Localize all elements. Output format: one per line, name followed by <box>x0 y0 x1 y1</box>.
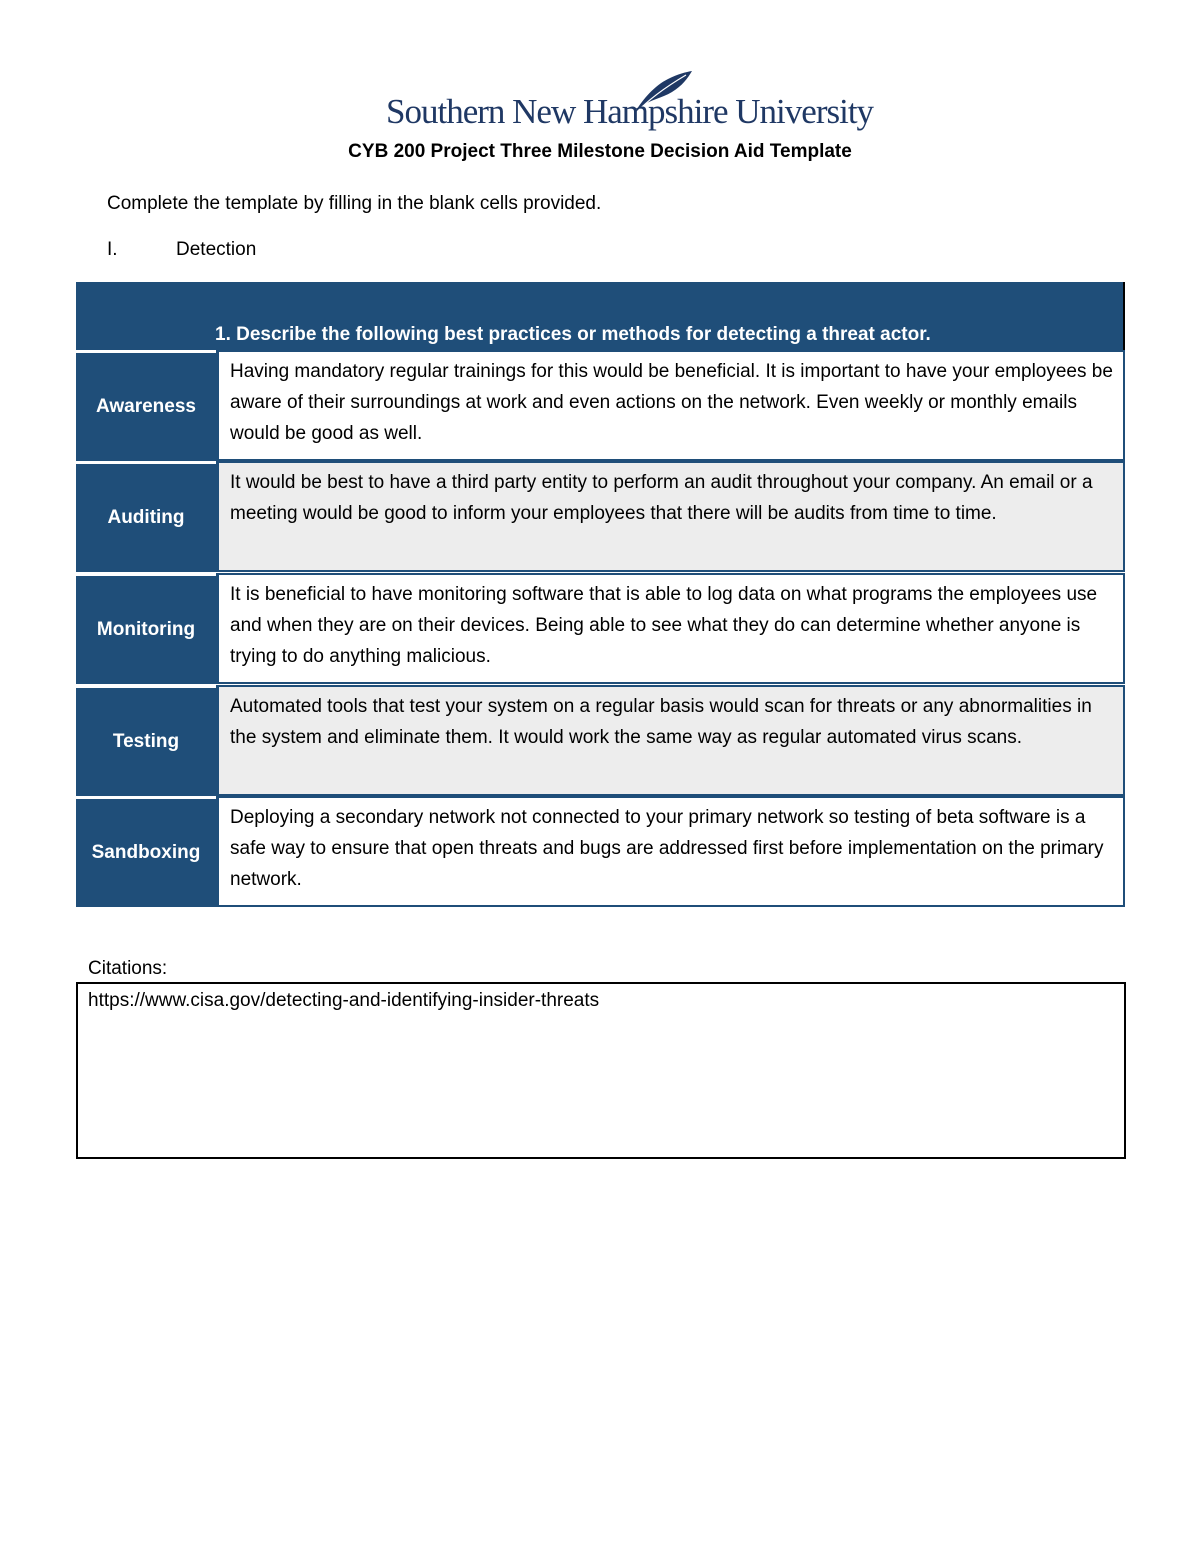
row-label-auditing: Auditing <box>76 461 216 572</box>
row-content-sandboxing[interactable]: Deploying a secondary network not connected to your primary network so testing of beta software is a safe way to ensure that open threats and bugs are addressed first before implementation on the primary network. <box>216 796 1125 907</box>
detection-table <box>76 282 1125 908</box>
document-title: CYB 200 Project Three Milestone Decision Aid Template <box>348 141 852 162</box>
row-content-awareness[interactable]: Having mandatory regular trainings for this would be beneficial. It is important to have your employees be aware of their surroundings at work and even actions on the network. Even weekly or monthly emails would be good as well. <box>216 350 1125 461</box>
logo-wordmark: Southern New Hampshire University <box>386 92 874 131</box>
row-label-monitoring: Monitoring <box>76 573 216 684</box>
university-logo <box>386 70 874 136</box>
table-row-monitoring <box>76 573 1125 684</box>
citations-label: Citations: <box>88 958 168 979</box>
citation-url: https://www.cisa.gov/detecting-and-identifying-insider-threats <box>88 990 600 1011</box>
table-row-testing <box>76 685 1125 796</box>
table-header <box>76 282 1125 350</box>
section-heading <box>107 238 256 262</box>
row-content-monitoring[interactable]: It is beneficial to have monitoring software that is able to log data on what programs the employees use and when they are on their devices. Being able to see what they do can determine whether anyone is trying to do anything malicious. <box>216 573 1125 684</box>
row-content-testing[interactable]: Automated tools that test your system on a regular basis would scan for threats or any abnormalities in the system and eliminate them. It would work the same way as regular automated virus scans. <box>216 685 1125 796</box>
row-label-sandboxing: Sandboxing <box>76 796 216 907</box>
row-label-testing: Testing <box>76 685 216 796</box>
table-row-auditing <box>76 461 1125 572</box>
table-header-text: 1. Describe the following best practices or methods for detecting a threat actor. <box>215 324 931 345</box>
citations-box[interactable] <box>76 982 1126 1159</box>
instructions-text: Complete the template by filling in the blank cells provided. <box>107 193 602 214</box>
section-title: Detection <box>176 239 257 260</box>
table-row-awareness <box>76 350 1125 461</box>
row-content-auditing[interactable]: It would be best to have a third party entity to perform an audit throughout your company. An email or a meeting would be good to inform your employees that there will be audits from time to time. <box>216 461 1125 572</box>
table-row-sandboxing <box>76 796 1125 907</box>
section-number: I. <box>107 239 118 260</box>
row-label-awareness: Awareness <box>76 350 216 461</box>
